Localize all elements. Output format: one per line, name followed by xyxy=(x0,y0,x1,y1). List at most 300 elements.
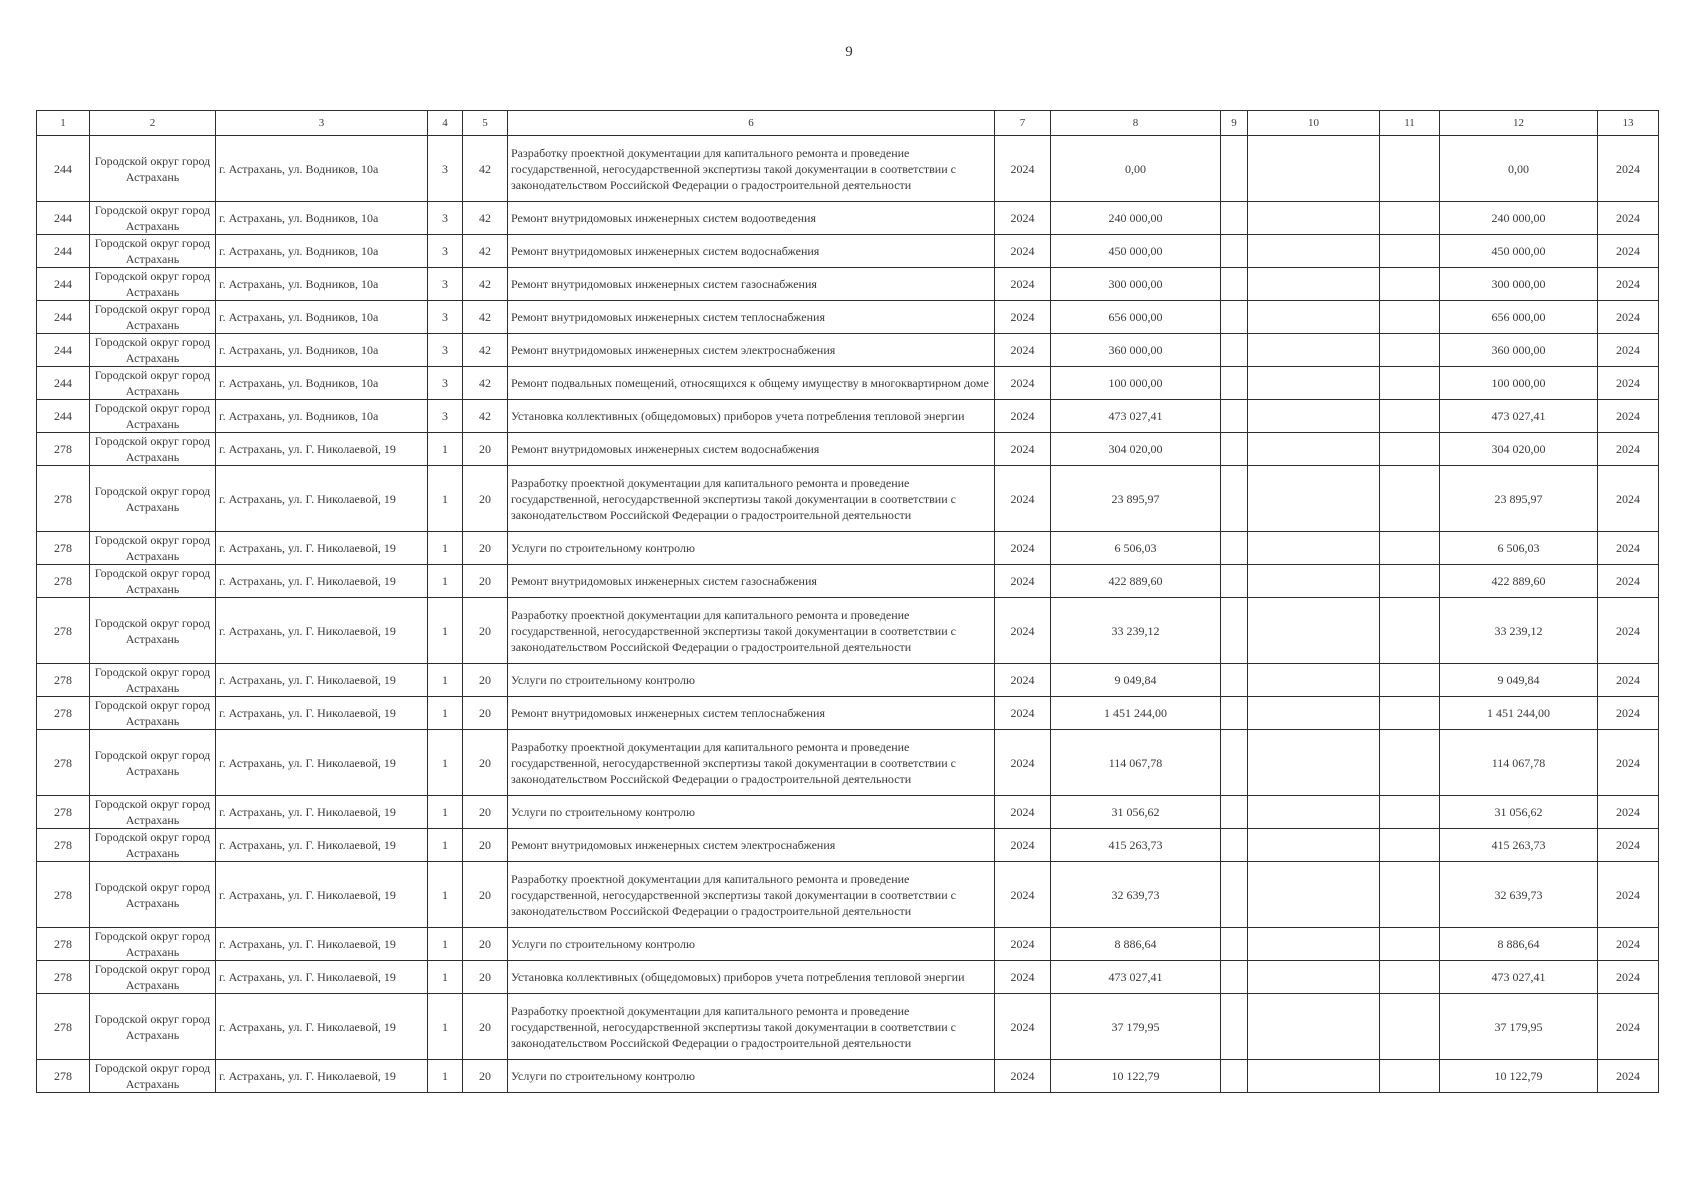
year-cell: 2024 xyxy=(995,862,1051,928)
address-cell: г. Астрахань, ул. Водников, 10а xyxy=(216,136,428,202)
col13-cell: 2024 xyxy=(1598,664,1659,697)
col9-cell xyxy=(1221,301,1248,334)
col10-cell xyxy=(1248,1060,1380,1093)
col13-cell: 2024 xyxy=(1598,928,1659,961)
cost-cell: 9 049,84 xyxy=(1051,664,1221,697)
col13-cell: 2024 xyxy=(1598,829,1659,862)
column-header: 3 xyxy=(216,111,428,136)
col10-cell xyxy=(1248,697,1380,730)
address-cell: г. Астрахань, ул. Г. Николаевой, 19 xyxy=(216,862,428,928)
col5-cell: 20 xyxy=(463,433,508,466)
table-row xyxy=(37,829,1659,862)
column-header: 13 xyxy=(1598,111,1659,136)
col13-cell: 2024 xyxy=(1598,862,1659,928)
col9-cell xyxy=(1221,268,1248,301)
col13-cell: 2024 xyxy=(1598,565,1659,598)
col12-cell: 240 000,00 xyxy=(1440,202,1598,235)
column-header: 6 xyxy=(508,111,995,136)
col5-cell: 42 xyxy=(463,301,508,334)
col13-cell: 2024 xyxy=(1598,202,1659,235)
table-row xyxy=(37,532,1659,565)
work-description-cell: Разработку проектной документации для капитального ремонта и проведение государственной, негосударственной экспертизы такой документации в соответствии с законодательством Российской Федерации о градостроительной деятельности xyxy=(508,466,995,532)
col13-cell: 2024 xyxy=(1598,334,1659,367)
work-description-cell: Разработку проектной документации для капитального ремонта и проведение государственной, негосударственной экспертизы такой документации в соответствии с законодательством Российской Федерации о градостроительной деятельности xyxy=(508,598,995,664)
cost-cell: 23 895,97 xyxy=(1051,466,1221,532)
col12-cell: 415 263,73 xyxy=(1440,829,1598,862)
year-cell: 2024 xyxy=(995,532,1051,565)
row-id-cell: 244 xyxy=(37,235,90,268)
municipality-cell: Городской округ город Астрахань xyxy=(90,400,216,433)
col11-cell xyxy=(1380,697,1440,730)
year-cell: 2024 xyxy=(995,1060,1051,1093)
col10-cell xyxy=(1248,367,1380,400)
address-cell: г. Астрахань, ул. Водников, 10а xyxy=(216,235,428,268)
col12-cell: 360 000,00 xyxy=(1440,334,1598,367)
col10-cell xyxy=(1248,466,1380,532)
col11-cell xyxy=(1380,136,1440,202)
col4-cell: 3 xyxy=(428,334,463,367)
work-description-cell: Ремонт внутридомовых инженерных систем электроснабжения xyxy=(508,829,995,862)
col10-cell xyxy=(1248,136,1380,202)
col12-cell: 8 886,64 xyxy=(1440,928,1598,961)
col5-cell: 42 xyxy=(463,268,508,301)
col10-cell xyxy=(1248,202,1380,235)
cost-cell: 8 886,64 xyxy=(1051,928,1221,961)
col12-cell: 31 056,62 xyxy=(1440,796,1598,829)
table-row xyxy=(37,268,1659,301)
col11-cell xyxy=(1380,235,1440,268)
col12-cell: 33 239,12 xyxy=(1440,598,1598,664)
cost-cell: 473 027,41 xyxy=(1051,961,1221,994)
col4-cell: 1 xyxy=(428,994,463,1060)
col11-cell xyxy=(1380,598,1440,664)
col12-cell: 114 067,78 xyxy=(1440,730,1598,796)
col13-cell: 2024 xyxy=(1598,730,1659,796)
col5-cell: 20 xyxy=(463,796,508,829)
row-id-cell: 278 xyxy=(37,961,90,994)
table-row xyxy=(37,862,1659,928)
cost-cell: 31 056,62 xyxy=(1051,796,1221,829)
address-cell: г. Астрахань, ул. Г. Николаевой, 19 xyxy=(216,961,428,994)
year-cell: 2024 xyxy=(995,829,1051,862)
col4-cell: 3 xyxy=(428,235,463,268)
municipality-cell: Городской округ город Астрахань xyxy=(90,598,216,664)
col12-cell: 37 179,95 xyxy=(1440,994,1598,1060)
col4-cell: 3 xyxy=(428,136,463,202)
table-body xyxy=(37,136,1659,1093)
work-description-cell: Разработку проектной документации для капитального ремонта и проведение государственной, негосударственной экспертизы такой документации в соответствии с законодательством Российской Федерации о градостроительной деятельности xyxy=(508,862,995,928)
address-cell: г. Астрахань, ул. Г. Николаевой, 19 xyxy=(216,598,428,664)
work-description-cell: Ремонт подвальных помещений, относящихся к общему имуществу в многоквартирном доме xyxy=(508,367,995,400)
table-row xyxy=(37,928,1659,961)
column-header: 4 xyxy=(428,111,463,136)
work-description-cell: Услуги по строительному контролю xyxy=(508,796,995,829)
col4-cell: 1 xyxy=(428,697,463,730)
year-cell: 2024 xyxy=(995,367,1051,400)
col5-cell: 20 xyxy=(463,994,508,1060)
col4-cell: 1 xyxy=(428,928,463,961)
col5-cell: 20 xyxy=(463,466,508,532)
municipality-cell: Городской округ город Астрахань xyxy=(90,565,216,598)
column-header: 10 xyxy=(1248,111,1380,136)
municipality-cell: Городской округ город Астрахань xyxy=(90,301,216,334)
col11-cell xyxy=(1380,862,1440,928)
row-id-cell: 278 xyxy=(37,862,90,928)
col13-cell: 2024 xyxy=(1598,796,1659,829)
row-id-cell: 244 xyxy=(37,268,90,301)
col11-cell xyxy=(1380,928,1440,961)
year-cell: 2024 xyxy=(995,961,1051,994)
col5-cell: 42 xyxy=(463,235,508,268)
col10-cell xyxy=(1248,961,1380,994)
row-id-cell: 278 xyxy=(37,433,90,466)
municipality-cell: Городской округ город Астрахань xyxy=(90,664,216,697)
col9-cell xyxy=(1221,136,1248,202)
col9-cell xyxy=(1221,202,1248,235)
col9-cell xyxy=(1221,697,1248,730)
year-cell: 2024 xyxy=(995,928,1051,961)
row-id-cell: 244 xyxy=(37,367,90,400)
col4-cell: 1 xyxy=(428,598,463,664)
col13-cell: 2024 xyxy=(1598,268,1659,301)
col11-cell xyxy=(1380,1060,1440,1093)
col9-cell xyxy=(1221,235,1248,268)
table-row xyxy=(37,466,1659,532)
column-header: 9 xyxy=(1221,111,1248,136)
municipality-cell: Городской округ город Астрахань xyxy=(90,466,216,532)
col10-cell xyxy=(1248,598,1380,664)
col12-cell: 304 020,00 xyxy=(1440,433,1598,466)
col9-cell xyxy=(1221,664,1248,697)
work-description-cell: Ремонт внутридомовых инженерных систем водоотведения xyxy=(508,202,995,235)
col13-cell: 2024 xyxy=(1598,961,1659,994)
year-cell: 2024 xyxy=(995,301,1051,334)
col13-cell: 2024 xyxy=(1598,598,1659,664)
col10-cell xyxy=(1248,829,1380,862)
col4-cell: 1 xyxy=(428,565,463,598)
row-id-cell: 244 xyxy=(37,334,90,367)
municipality-cell: Городской округ город Астрахань xyxy=(90,697,216,730)
cost-cell: 32 639,73 xyxy=(1051,862,1221,928)
col5-cell: 20 xyxy=(463,829,508,862)
municipality-cell: Городской округ город Астрахань xyxy=(90,433,216,466)
cost-cell: 360 000,00 xyxy=(1051,334,1221,367)
column-header: 1 xyxy=(37,111,90,136)
work-description-cell: Услуги по строительному контролю xyxy=(508,664,995,697)
col12-cell: 23 895,97 xyxy=(1440,466,1598,532)
municipality-cell: Городской округ город Астрахань xyxy=(90,367,216,400)
work-description-cell: Разработку проектной документации для капитального ремонта и проведение государственной, негосударственной экспертизы такой документации в соответствии с законодательством Российской Федерации о градостроительной деятельности xyxy=(508,136,995,202)
col12-cell: 6 506,03 xyxy=(1440,532,1598,565)
row-id-cell: 278 xyxy=(37,532,90,565)
col13-cell: 2024 xyxy=(1598,400,1659,433)
col13-cell: 2024 xyxy=(1598,367,1659,400)
year-cell: 2024 xyxy=(995,664,1051,697)
col4-cell: 1 xyxy=(428,466,463,532)
table-row xyxy=(37,961,1659,994)
col5-cell: 20 xyxy=(463,565,508,598)
col9-cell xyxy=(1221,862,1248,928)
row-id-cell: 278 xyxy=(37,994,90,1060)
col13-cell: 2024 xyxy=(1598,532,1659,565)
table-row xyxy=(37,730,1659,796)
row-id-cell: 278 xyxy=(37,928,90,961)
column-header: 11 xyxy=(1380,111,1440,136)
col11-cell xyxy=(1380,334,1440,367)
col4-cell: 3 xyxy=(428,268,463,301)
row-id-cell: 278 xyxy=(37,598,90,664)
cost-cell: 0,00 xyxy=(1051,136,1221,202)
col10-cell xyxy=(1248,565,1380,598)
col4-cell: 3 xyxy=(428,202,463,235)
address-cell: г. Астрахань, ул. Г. Николаевой, 19 xyxy=(216,928,428,961)
municipality-cell: Городской округ город Астрахань xyxy=(90,994,216,1060)
col10-cell xyxy=(1248,928,1380,961)
table-row xyxy=(37,202,1659,235)
address-cell: г. Астрахань, ул. Г. Николаевой, 19 xyxy=(216,829,428,862)
municipality-cell: Городской округ город Астрахань xyxy=(90,862,216,928)
col10-cell xyxy=(1248,268,1380,301)
row-id-cell: 278 xyxy=(37,664,90,697)
col11-cell xyxy=(1380,433,1440,466)
table-row xyxy=(37,664,1659,697)
col13-cell: 2024 xyxy=(1598,301,1659,334)
work-description-cell: Разработку проектной документации для капитального ремонта и проведение государственной, негосударственной экспертизы такой документации в соответствии с законодательством Российской Федерации о градостроительной деятельности xyxy=(508,730,995,796)
address-cell: г. Астрахань, ул. Г. Николаевой, 19 xyxy=(216,1060,428,1093)
col5-cell: 20 xyxy=(463,697,508,730)
col9-cell xyxy=(1221,433,1248,466)
table-row xyxy=(37,301,1659,334)
year-cell: 2024 xyxy=(995,565,1051,598)
year-cell: 2024 xyxy=(995,400,1051,433)
col12-cell: 473 027,41 xyxy=(1440,961,1598,994)
col10-cell xyxy=(1248,664,1380,697)
year-cell: 2024 xyxy=(995,268,1051,301)
col12-cell: 9 049,84 xyxy=(1440,664,1598,697)
address-cell: г. Астрахань, ул. Г. Николаевой, 19 xyxy=(216,796,428,829)
col12-cell: 473 027,41 xyxy=(1440,400,1598,433)
col9-cell xyxy=(1221,466,1248,532)
address-cell: г. Астрахань, ул. Г. Николаевой, 19 xyxy=(216,466,428,532)
table-row xyxy=(37,1060,1659,1093)
year-cell: 2024 xyxy=(995,796,1051,829)
col5-cell: 42 xyxy=(463,334,508,367)
col9-cell xyxy=(1221,367,1248,400)
col11-cell xyxy=(1380,400,1440,433)
col11-cell xyxy=(1380,301,1440,334)
address-cell: г. Астрахань, ул. Водников, 10а xyxy=(216,334,428,367)
col13-cell: 2024 xyxy=(1598,1060,1659,1093)
col5-cell: 20 xyxy=(463,1060,508,1093)
col13-cell: 2024 xyxy=(1598,433,1659,466)
col10-cell xyxy=(1248,334,1380,367)
cost-cell: 656 000,00 xyxy=(1051,301,1221,334)
table-row xyxy=(37,565,1659,598)
row-id-cell: 244 xyxy=(37,301,90,334)
col12-cell: 32 639,73 xyxy=(1440,862,1598,928)
row-id-cell: 278 xyxy=(37,730,90,796)
col9-cell xyxy=(1221,1060,1248,1093)
col12-cell: 1 451 244,00 xyxy=(1440,697,1598,730)
col10-cell xyxy=(1248,730,1380,796)
column-header: 5 xyxy=(463,111,508,136)
work-description-cell: Ремонт внутридомовых инженерных систем водоснабжения xyxy=(508,433,995,466)
col11-cell xyxy=(1380,664,1440,697)
table-row xyxy=(37,433,1659,466)
col11-cell xyxy=(1380,268,1440,301)
data-table xyxy=(36,110,1659,1093)
work-description-cell: Ремонт внутридомовых инженерных систем теплоснабжения xyxy=(508,697,995,730)
col5-cell: 42 xyxy=(463,367,508,400)
year-cell: 2024 xyxy=(995,697,1051,730)
address-cell: г. Астрахань, ул. Г. Николаевой, 19 xyxy=(216,664,428,697)
col5-cell: 20 xyxy=(463,862,508,928)
cost-cell: 300 000,00 xyxy=(1051,268,1221,301)
table-row xyxy=(37,796,1659,829)
address-cell: г. Астрахань, ул. Г. Николаевой, 19 xyxy=(216,565,428,598)
col11-cell xyxy=(1380,961,1440,994)
work-description-cell: Ремонт внутридомовых инженерных систем электроснабжения xyxy=(508,334,995,367)
table-row xyxy=(37,400,1659,433)
col12-cell: 422 889,60 xyxy=(1440,565,1598,598)
municipality-cell: Городской округ город Астрахань xyxy=(90,235,216,268)
col4-cell: 3 xyxy=(428,367,463,400)
work-description-cell: Ремонт внутридомовых инженерных систем теплоснабжения xyxy=(508,301,995,334)
address-cell: г. Астрахань, ул. Водников, 10а xyxy=(216,400,428,433)
work-description-cell: Установка коллективных (общедомовых) приборов учета потребления тепловой энергии xyxy=(508,961,995,994)
col9-cell xyxy=(1221,829,1248,862)
col4-cell: 1 xyxy=(428,862,463,928)
col12-cell: 450 000,00 xyxy=(1440,235,1598,268)
col12-cell: 300 000,00 xyxy=(1440,268,1598,301)
col12-cell: 656 000,00 xyxy=(1440,301,1598,334)
municipality-cell: Городской округ город Астрахань xyxy=(90,268,216,301)
column-header: 2 xyxy=(90,111,216,136)
col5-cell: 20 xyxy=(463,961,508,994)
page-number: 9 xyxy=(845,44,853,60)
municipality-cell: Городской округ город Астрахань xyxy=(90,1060,216,1093)
header-row xyxy=(37,111,1659,136)
table-row xyxy=(37,598,1659,664)
municipality-cell: Городской округ город Астрахань xyxy=(90,829,216,862)
address-cell: г. Астрахань, ул. Водников, 10а xyxy=(216,202,428,235)
work-description-cell: Услуги по строительному контролю xyxy=(508,928,995,961)
row-id-cell: 278 xyxy=(37,697,90,730)
cost-cell: 415 263,73 xyxy=(1051,829,1221,862)
column-header: 7 xyxy=(995,111,1051,136)
address-cell: г. Астрахань, ул. Г. Николаевой, 19 xyxy=(216,994,428,1060)
col9-cell xyxy=(1221,565,1248,598)
col4-cell: 3 xyxy=(428,301,463,334)
cost-cell: 304 020,00 xyxy=(1051,433,1221,466)
cost-cell: 37 179,95 xyxy=(1051,994,1221,1060)
year-cell: 2024 xyxy=(995,994,1051,1060)
col12-cell: 10 122,79 xyxy=(1440,1060,1598,1093)
col13-cell: 2024 xyxy=(1598,466,1659,532)
work-description-cell: Установка коллективных (общедомовых) приборов учета потребления тепловой энергии xyxy=(508,400,995,433)
col4-cell: 1 xyxy=(428,664,463,697)
col5-cell: 20 xyxy=(463,928,508,961)
cost-cell: 1 451 244,00 xyxy=(1051,697,1221,730)
col9-cell xyxy=(1221,994,1248,1060)
col10-cell xyxy=(1248,433,1380,466)
municipality-cell: Городской округ город Астрахань xyxy=(90,334,216,367)
col10-cell xyxy=(1248,532,1380,565)
cost-cell: 100 000,00 xyxy=(1051,367,1221,400)
col10-cell xyxy=(1248,796,1380,829)
year-cell: 2024 xyxy=(995,136,1051,202)
work-description-cell: Ремонт внутридомовых инженерных систем газоснабжения xyxy=(508,268,995,301)
col4-cell: 1 xyxy=(428,829,463,862)
municipality-cell: Городской округ город Астрахань xyxy=(90,730,216,796)
table-row xyxy=(37,367,1659,400)
col9-cell xyxy=(1221,334,1248,367)
col13-cell: 2024 xyxy=(1598,235,1659,268)
col11-cell xyxy=(1380,730,1440,796)
col11-cell xyxy=(1380,466,1440,532)
col11-cell xyxy=(1380,565,1440,598)
col11-cell xyxy=(1380,202,1440,235)
col4-cell: 1 xyxy=(428,532,463,565)
municipality-cell: Городской округ город Астрахань xyxy=(90,928,216,961)
col10-cell xyxy=(1248,994,1380,1060)
address-cell: г. Астрахань, ул. Водников, 10а xyxy=(216,367,428,400)
col9-cell xyxy=(1221,928,1248,961)
col4-cell: 1 xyxy=(428,433,463,466)
col5-cell: 42 xyxy=(463,202,508,235)
table-row xyxy=(37,697,1659,730)
col5-cell: 20 xyxy=(463,598,508,664)
cost-cell: 450 000,00 xyxy=(1051,235,1221,268)
cost-cell: 33 239,12 xyxy=(1051,598,1221,664)
row-id-cell: 278 xyxy=(37,796,90,829)
year-cell: 2024 xyxy=(995,433,1051,466)
col12-cell: 0,00 xyxy=(1440,136,1598,202)
row-id-cell: 278 xyxy=(37,466,90,532)
col10-cell xyxy=(1248,235,1380,268)
work-description-cell: Услуги по строительному контролю xyxy=(508,532,995,565)
address-cell: г. Астрахань, ул. Г. Николаевой, 19 xyxy=(216,433,428,466)
col13-cell: 2024 xyxy=(1598,994,1659,1060)
cost-cell: 10 122,79 xyxy=(1051,1060,1221,1093)
cost-cell: 114 067,78 xyxy=(1051,730,1221,796)
col10-cell xyxy=(1248,301,1380,334)
row-id-cell: 278 xyxy=(37,565,90,598)
year-cell: 2024 xyxy=(995,466,1051,532)
col9-cell xyxy=(1221,730,1248,796)
address-cell: г. Астрахань, ул. Г. Николаевой, 19 xyxy=(216,532,428,565)
municipality-cell: Городской округ город Астрахань xyxy=(90,796,216,829)
col5-cell: 42 xyxy=(463,400,508,433)
municipality-cell: Городской округ город Астрахань xyxy=(90,532,216,565)
column-header: 12 xyxy=(1440,111,1598,136)
cost-cell: 6 506,03 xyxy=(1051,532,1221,565)
row-id-cell: 278 xyxy=(37,1060,90,1093)
year-cell: 2024 xyxy=(995,598,1051,664)
col9-cell xyxy=(1221,532,1248,565)
row-id-cell: 244 xyxy=(37,136,90,202)
year-cell: 2024 xyxy=(995,202,1051,235)
cost-cell: 473 027,41 xyxy=(1051,400,1221,433)
col5-cell: 20 xyxy=(463,532,508,565)
col5-cell: 20 xyxy=(463,730,508,796)
municipality-cell: Городской округ город Астрахань xyxy=(90,136,216,202)
col10-cell xyxy=(1248,400,1380,433)
col11-cell xyxy=(1380,367,1440,400)
table-row xyxy=(37,136,1659,202)
col4-cell: 1 xyxy=(428,730,463,796)
row-id-cell: 278 xyxy=(37,829,90,862)
